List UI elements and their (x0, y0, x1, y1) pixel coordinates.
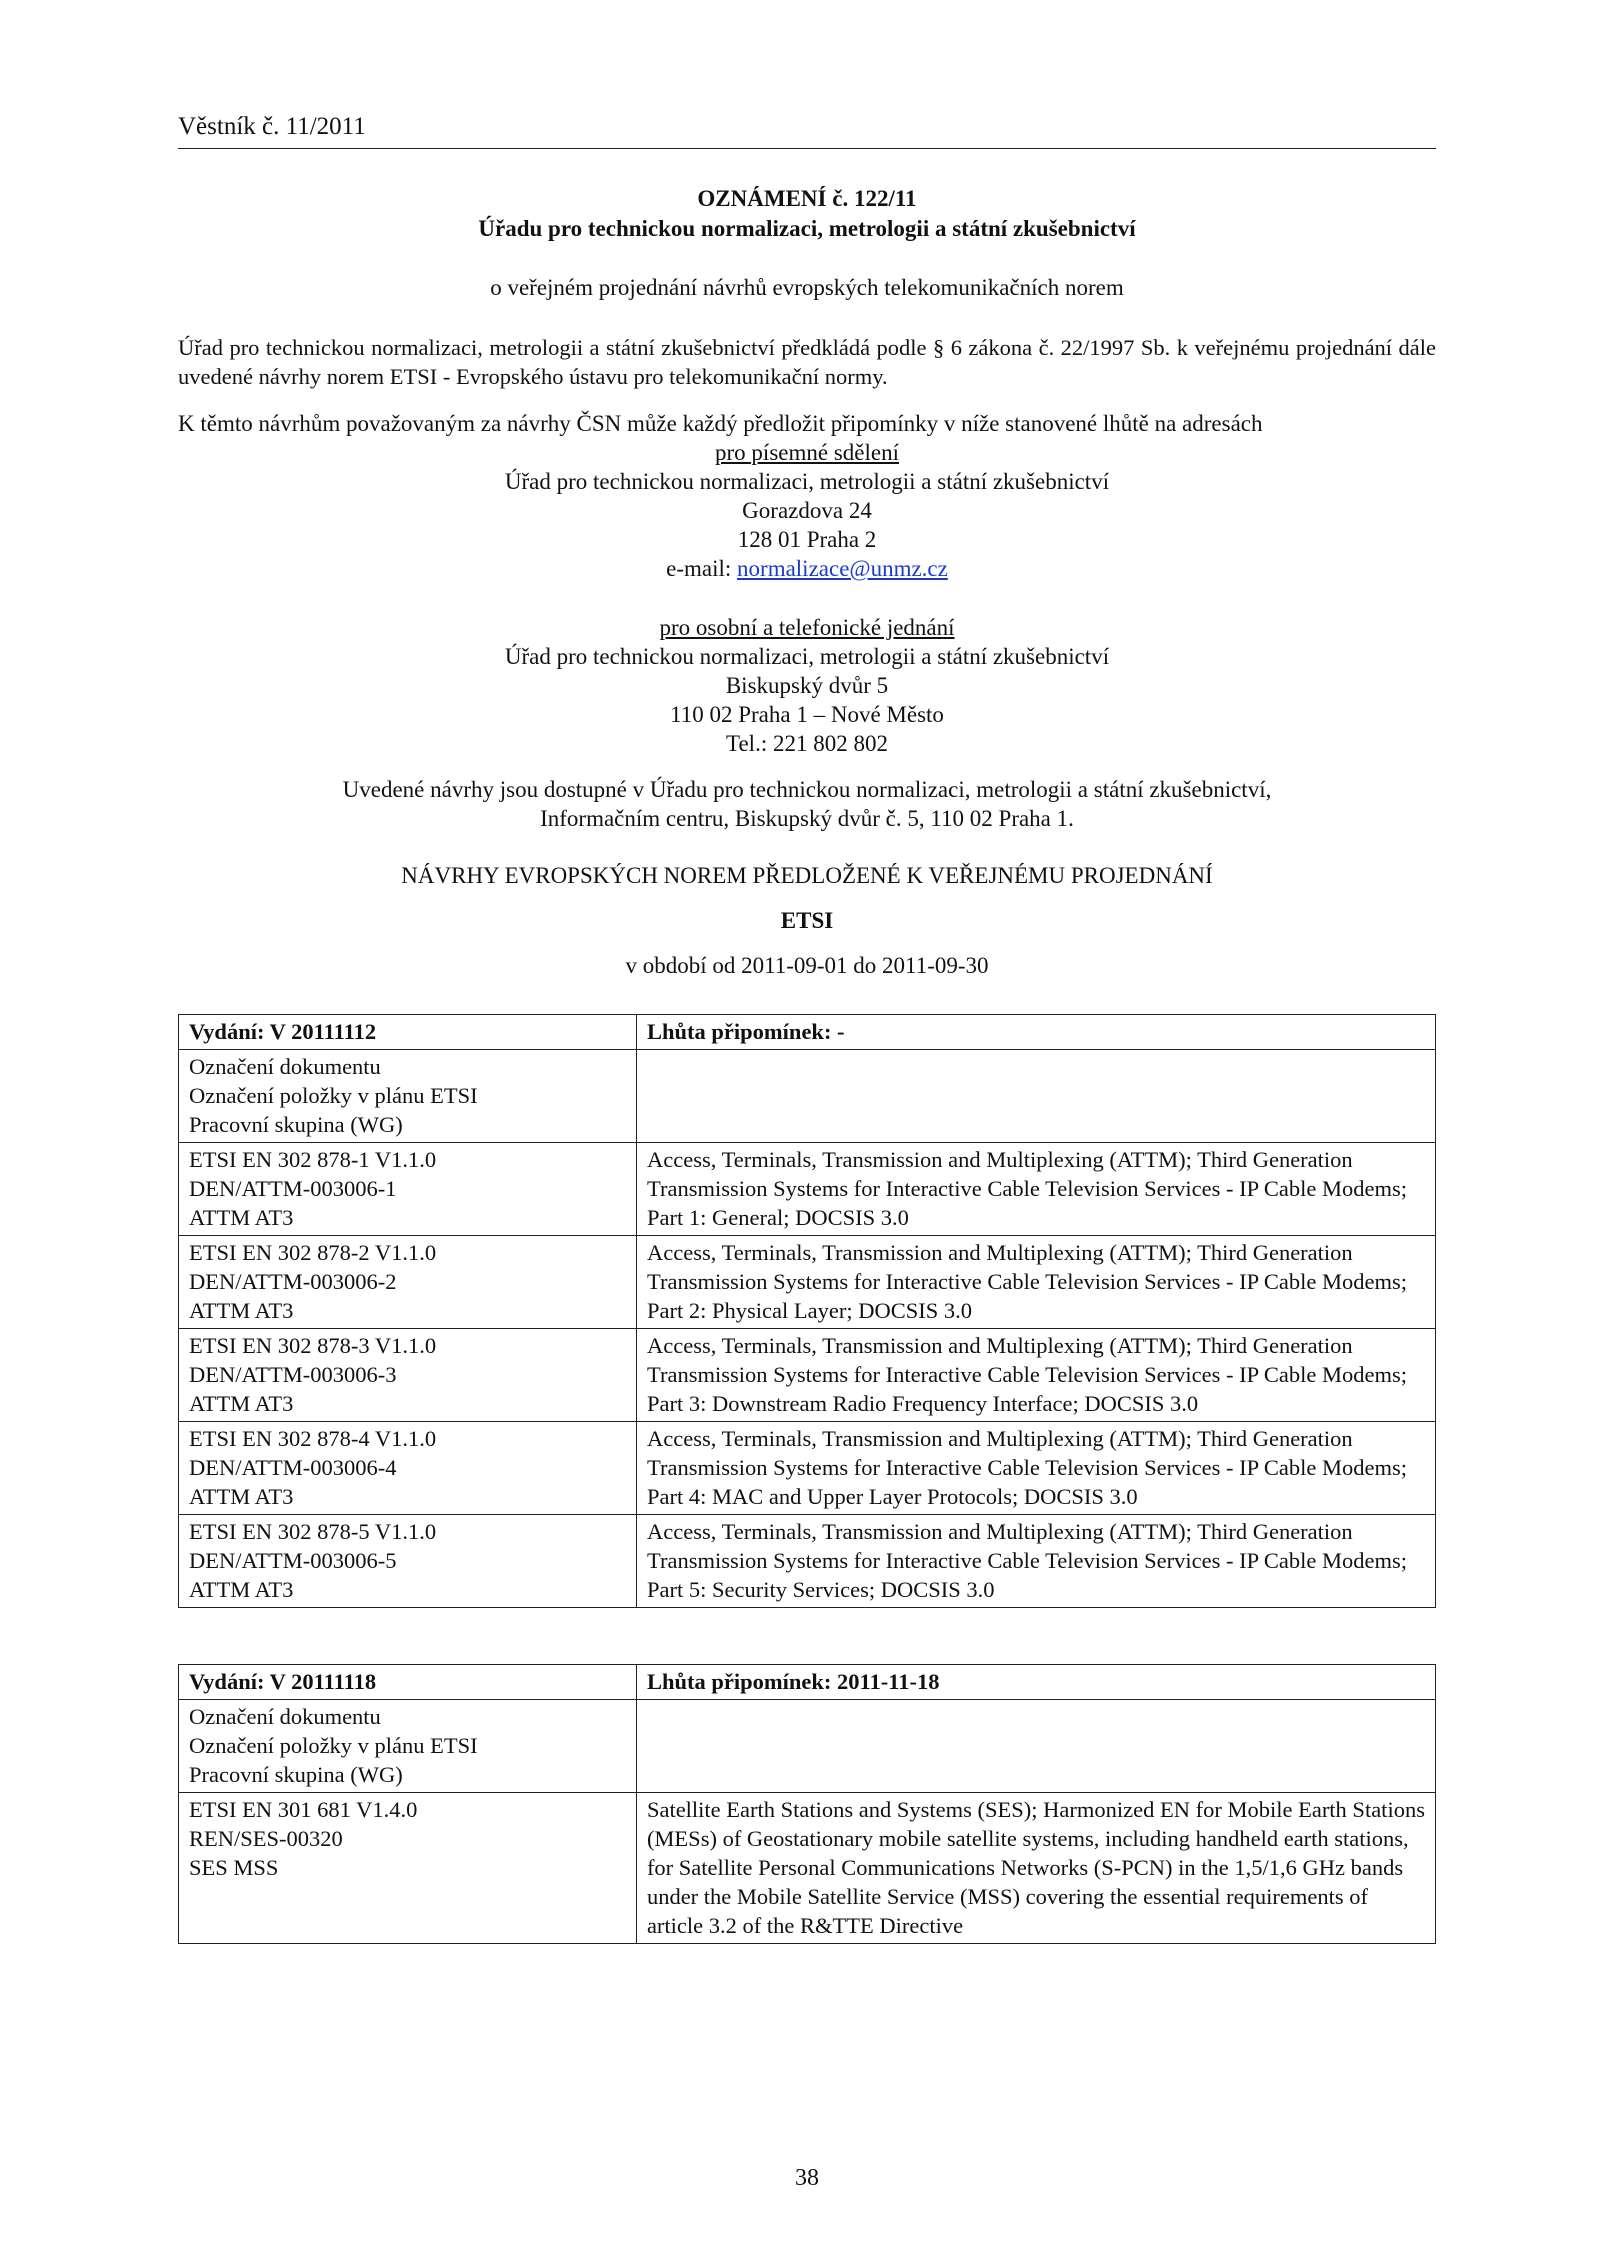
legend-cell (179, 1050, 637, 1143)
email-link[interactable]: normalizace@unmz.cz (737, 556, 948, 581)
doc-id: ETSI EN 302 878-5 V1.1.0 (189, 1519, 437, 1544)
etsi-table-1 (178, 1014, 1436, 1608)
written-email-line (178, 554, 1436, 583)
section-org: ETSI (780, 908, 834, 933)
plan-item: DEN/ATTM-003006-3 (189, 1362, 397, 1387)
working-group: ATTM AT3 (189, 1484, 294, 1509)
deadline-cell: Lhůta připomínek: - (637, 1015, 1436, 1050)
issue-cell: Vydání: V 20111118 (179, 1665, 637, 1700)
page-number: 38 (795, 2165, 819, 2191)
written-office: Úřad pro technickou normalizaci, metrologii a státní zkušebnictví (504, 469, 1110, 494)
legend-doc-label: Označení dokumentu (189, 1054, 381, 1079)
working-group: ATTM AT3 (189, 1205, 294, 1230)
doc-cell (179, 1329, 637, 1422)
table-row (179, 1515, 1436, 1608)
deadline-cell: Lhůta připomínek: 2011-11-18 (636, 1665, 1435, 1700)
table-header-row (179, 1665, 1436, 1700)
doc-title: Access, Terminals, Transmission and Multiplexing (ATTM); Third Generation Transmission Systems for Interactive Cable Television Services - IP Cable Modems; Part 1: General; DOCSIS 3.0 (637, 1143, 1436, 1236)
doc-title: Access, Terminals, Transmission and Multiplexing (ATTM); Third Generation Transmission Systems for Interactive Cable Television Services - IP Cable Modems; Part 5: Security Services; DOCSIS 3.0 (637, 1515, 1436, 1608)
written-heading: pro písemné sdělení (715, 440, 899, 465)
doc-cell (179, 1515, 637, 1608)
page-header (178, 112, 1436, 149)
intro-paragraph: Úřad pro technickou normalizaci, metrologii a státní zkušebnictví předkládá podle § 6 zákona č. 22/1997 Sb. k veřejnému projednání dále uvedené návrhy norem ETSI - Evropského ústavu pro telekomunikační normy. (178, 335, 1436, 389)
plan-item: REN/SES-00320 (189, 1826, 343, 1851)
doc-id: ETSI EN 302 878-4 V1.1.0 (189, 1426, 437, 1451)
working-group: ATTM AT3 (189, 1391, 294, 1416)
availability-line-2: Informačním centru, Biskupský dvůr č. 5, 110 02 Praha 1. (540, 806, 1074, 831)
etsi-table-2 (178, 1664, 1436, 1944)
issue-cell: Vydání: V 20111112 (179, 1015, 637, 1050)
journal-title: Věstník č. 11/2011 (178, 113, 366, 140)
table-row (179, 1793, 1436, 1944)
table-header-row (179, 1015, 1436, 1050)
doc-id: ETSI EN 302 878-1 V1.1.0 (189, 1147, 437, 1172)
table-row (179, 1329, 1436, 1422)
working-group: ATTM AT3 (189, 1298, 294, 1323)
personal-phone: Tel.: 221 802 802 (726, 731, 888, 756)
doc-title: Access, Terminals, Transmission and Multiplexing (ATTM); Third Generation Transmission Systems for Interactive Cable Television Services - IP Cable Modems; Part 2: Physical Layer; DOCSIS 3.0 (637, 1236, 1436, 1329)
table-row (179, 1143, 1436, 1236)
legend-doc-label: Označení dokumentu (189, 1704, 381, 1729)
table-row (179, 1422, 1436, 1515)
plan-item: DEN/ATTM-003006-2 (189, 1269, 397, 1294)
legend-cell (179, 1700, 637, 1793)
legend-item-label: Označení položky v plánu ETSI (189, 1733, 478, 1758)
working-group: ATTM AT3 (189, 1577, 294, 1602)
notice-subject: o veřejném projednání návrhů evropských telekomunikačních norem (490, 275, 1124, 300)
legend-item-label: Označení položky v plánu ETSI (189, 1083, 478, 1108)
notice-number: OZNÁMENÍ č. 122/11 (697, 186, 917, 211)
notice-office: Úřadu pro technickou normalizaci, metrologii a státní zkušebnictví (478, 216, 1136, 241)
table-row (179, 1236, 1436, 1329)
plan-item: DEN/ATTM-003006-1 (189, 1176, 397, 1201)
doc-cell (179, 1143, 637, 1236)
legend-wg-label: Pracovní skupina (WG) (189, 1112, 403, 1137)
working-group: SES MSS (189, 1855, 279, 1880)
email-label: e-mail: (666, 556, 738, 581)
legend-row (179, 1050, 1436, 1143)
doc-cell (179, 1793, 637, 1944)
legend-row (179, 1700, 1436, 1793)
doc-cell (179, 1236, 637, 1329)
comments-intro: K těmto návrhům považovaným za návrhy ČSN může každý předložit připomínky v níže stanovené lhůtě na adresách (178, 411, 1263, 436)
personal-city: 110 02 Praha 1 – Nové Město (670, 702, 944, 727)
plan-item: DEN/ATTM-003006-5 (189, 1548, 397, 1573)
personal-street: Biskupský dvůr 5 (725, 673, 889, 698)
doc-id: ETSI EN 301 681 V1.4.0 (189, 1797, 418, 1822)
doc-cell (179, 1422, 637, 1515)
plan-item: DEN/ATTM-003006-4 (189, 1455, 397, 1480)
doc-title: Satellite Earth Stations and Systems (SES); Harmonized EN for Mobile Earth Stations (MESs) of Geostationary mobile satellite systems, including handheld earth stations, for Satellite Personal Communications Networks (S-PCN) in the 1,5/1,6 GHz bands under the Mobile Satellite Service (MSS) covering the essential requirements of article 3.2 of the R&TTE Directive (636, 1793, 1435, 1944)
doc-title: Access, Terminals, Transmission and Multiplexing (ATTM); Third Generation Transmission Systems for Interactive Cable Television Services - IP Cable Modems; Part 4: MAC and Upper Layer Protocols; DOCSIS 3.0 (637, 1422, 1436, 1515)
availability-line-1: Uvedené návrhy jsou dostupné v Úřadu pro technickou normalizaci, metrologii a státní zkušebnictví, (342, 777, 1272, 802)
legend-empty-cell (637, 1050, 1436, 1143)
doc-title: Access, Terminals, Transmission and Multiplexing (ATTM); Third Generation Transmission Systems for Interactive Cable Television Services - IP Cable Modems; Part 3: Downstream Radio Frequency Interface; DOCSIS 3.0 (637, 1329, 1436, 1422)
personal-office: Úřad pro technickou normalizaci, metrologii a státní zkušebnictví (504, 644, 1110, 669)
written-city: 128 01 Praha 2 (737, 527, 877, 552)
doc-id: ETSI EN 302 878-3 V1.1.0 (189, 1333, 437, 1358)
section-title: NÁVRHY EVROPSKÝCH NOREM PŘEDLOŽENÉ K VEŘEJNÉMU PROJEDNÁNÍ (401, 863, 1213, 888)
personal-heading: pro osobní a telefonické jednání (659, 615, 955, 640)
legend-empty-cell (636, 1700, 1435, 1793)
section-period: v období od 2011-09-01 do 2011-09-30 (625, 953, 989, 978)
legend-wg-label: Pracovní skupina (WG) (189, 1762, 403, 1787)
doc-id: ETSI EN 302 878-2 V1.1.0 (189, 1240, 437, 1265)
written-street: Gorazdova 24 (742, 498, 872, 523)
